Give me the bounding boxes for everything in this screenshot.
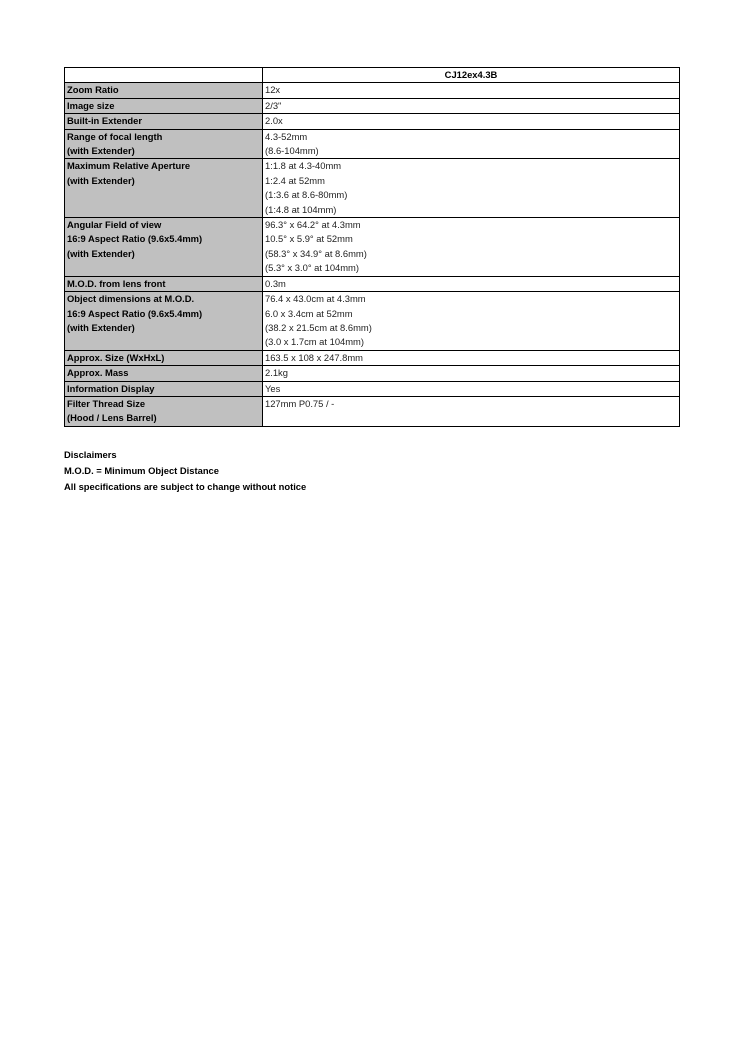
- disclaimers-heading: Disclaimers: [64, 449, 117, 460]
- spec-row: [65, 129, 680, 159]
- spec-value: 0.3m: [263, 276, 680, 291]
- model-name-header: CJ12ex4.3B: [263, 68, 680, 83]
- spec-row: [65, 350, 680, 365]
- spec-row: [65, 292, 680, 351]
- spec-label: Information Display: [65, 381, 263, 396]
- spec-row: [65, 396, 680, 426]
- spec-row: [65, 381, 680, 396]
- spec-value: 163.5 x 108 x 247.8mm: [263, 350, 680, 365]
- spec-row: [65, 114, 680, 129]
- spec-value: Yes: [263, 381, 680, 396]
- spec-value: 96.3° x 64.2° at 4.3mm 10.5° x 5.9° at 52mm (58.3° x 34.9° at 8.6mm) (5.3° x 3.0° at 104mm): [263, 218, 680, 277]
- spec-label: Maximum Relative Aperture (with Extender): [65, 159, 263, 218]
- spec-value: 2.1kg: [263, 366, 680, 381]
- spec-label: Object dimensions at M.O.D. 16:9 Aspect Ratio (9.6x5.4mm) (with Extender): [65, 292, 263, 351]
- spec-label: Range of focal length (with Extender): [65, 129, 263, 159]
- mod-definition-note: M.O.D. = Minimum Object Distance: [64, 465, 219, 476]
- spec-row: [65, 218, 680, 277]
- spec-row: [65, 159, 680, 218]
- spec-label: Approx. Mass: [65, 366, 263, 381]
- spec-table: [64, 67, 680, 427]
- spec-label: Angular Field of view 16:9 Aspect Ratio (9.6x5.4mm) (with Extender): [65, 218, 263, 277]
- spec-label: Filter Thread Size (Hood / Lens Barrel): [65, 396, 263, 426]
- header-empty-cell: [65, 68, 263, 83]
- spec-value: 76.4 x 43.0cm at 4.3mm 6.0 x 3.4cm at 52mm (38.2 x 21.5cm at 8.6mm) (3.0 x 1.7cm at 104mm): [263, 292, 680, 351]
- spec-label: Built-in Extender: [65, 114, 263, 129]
- spec-value: 4.3-52mm (8.6-104mm): [263, 129, 680, 159]
- spec-table-header: [65, 68, 680, 83]
- spec-row: [65, 83, 680, 98]
- spec-value: 2.0x: [263, 114, 680, 129]
- spec-row: [65, 98, 680, 113]
- spec-label: Approx. Size (WxHxL): [65, 350, 263, 365]
- spec-label: Zoom Ratio: [65, 83, 263, 98]
- spec-value: 2/3": [263, 98, 680, 113]
- spec-row: [65, 276, 680, 291]
- spec-label: M.O.D. from lens front: [65, 276, 263, 291]
- change-notice-note: All specifications are subject to change without notice: [64, 481, 307, 492]
- spec-value: 12x: [263, 83, 680, 98]
- spec-value: 127mm P0.75 / -: [263, 396, 680, 426]
- notes-section: [64, 447, 306, 495]
- spec-label: Image size: [65, 98, 263, 113]
- spec-row: [65, 366, 680, 381]
- spec-table-body: [65, 83, 680, 426]
- spec-value: 1:1.8 at 4.3-40mm 1:2.4 at 52mm (1:3.6 at 8.6-80mm) (1:4.8 at 104mm): [263, 159, 680, 218]
